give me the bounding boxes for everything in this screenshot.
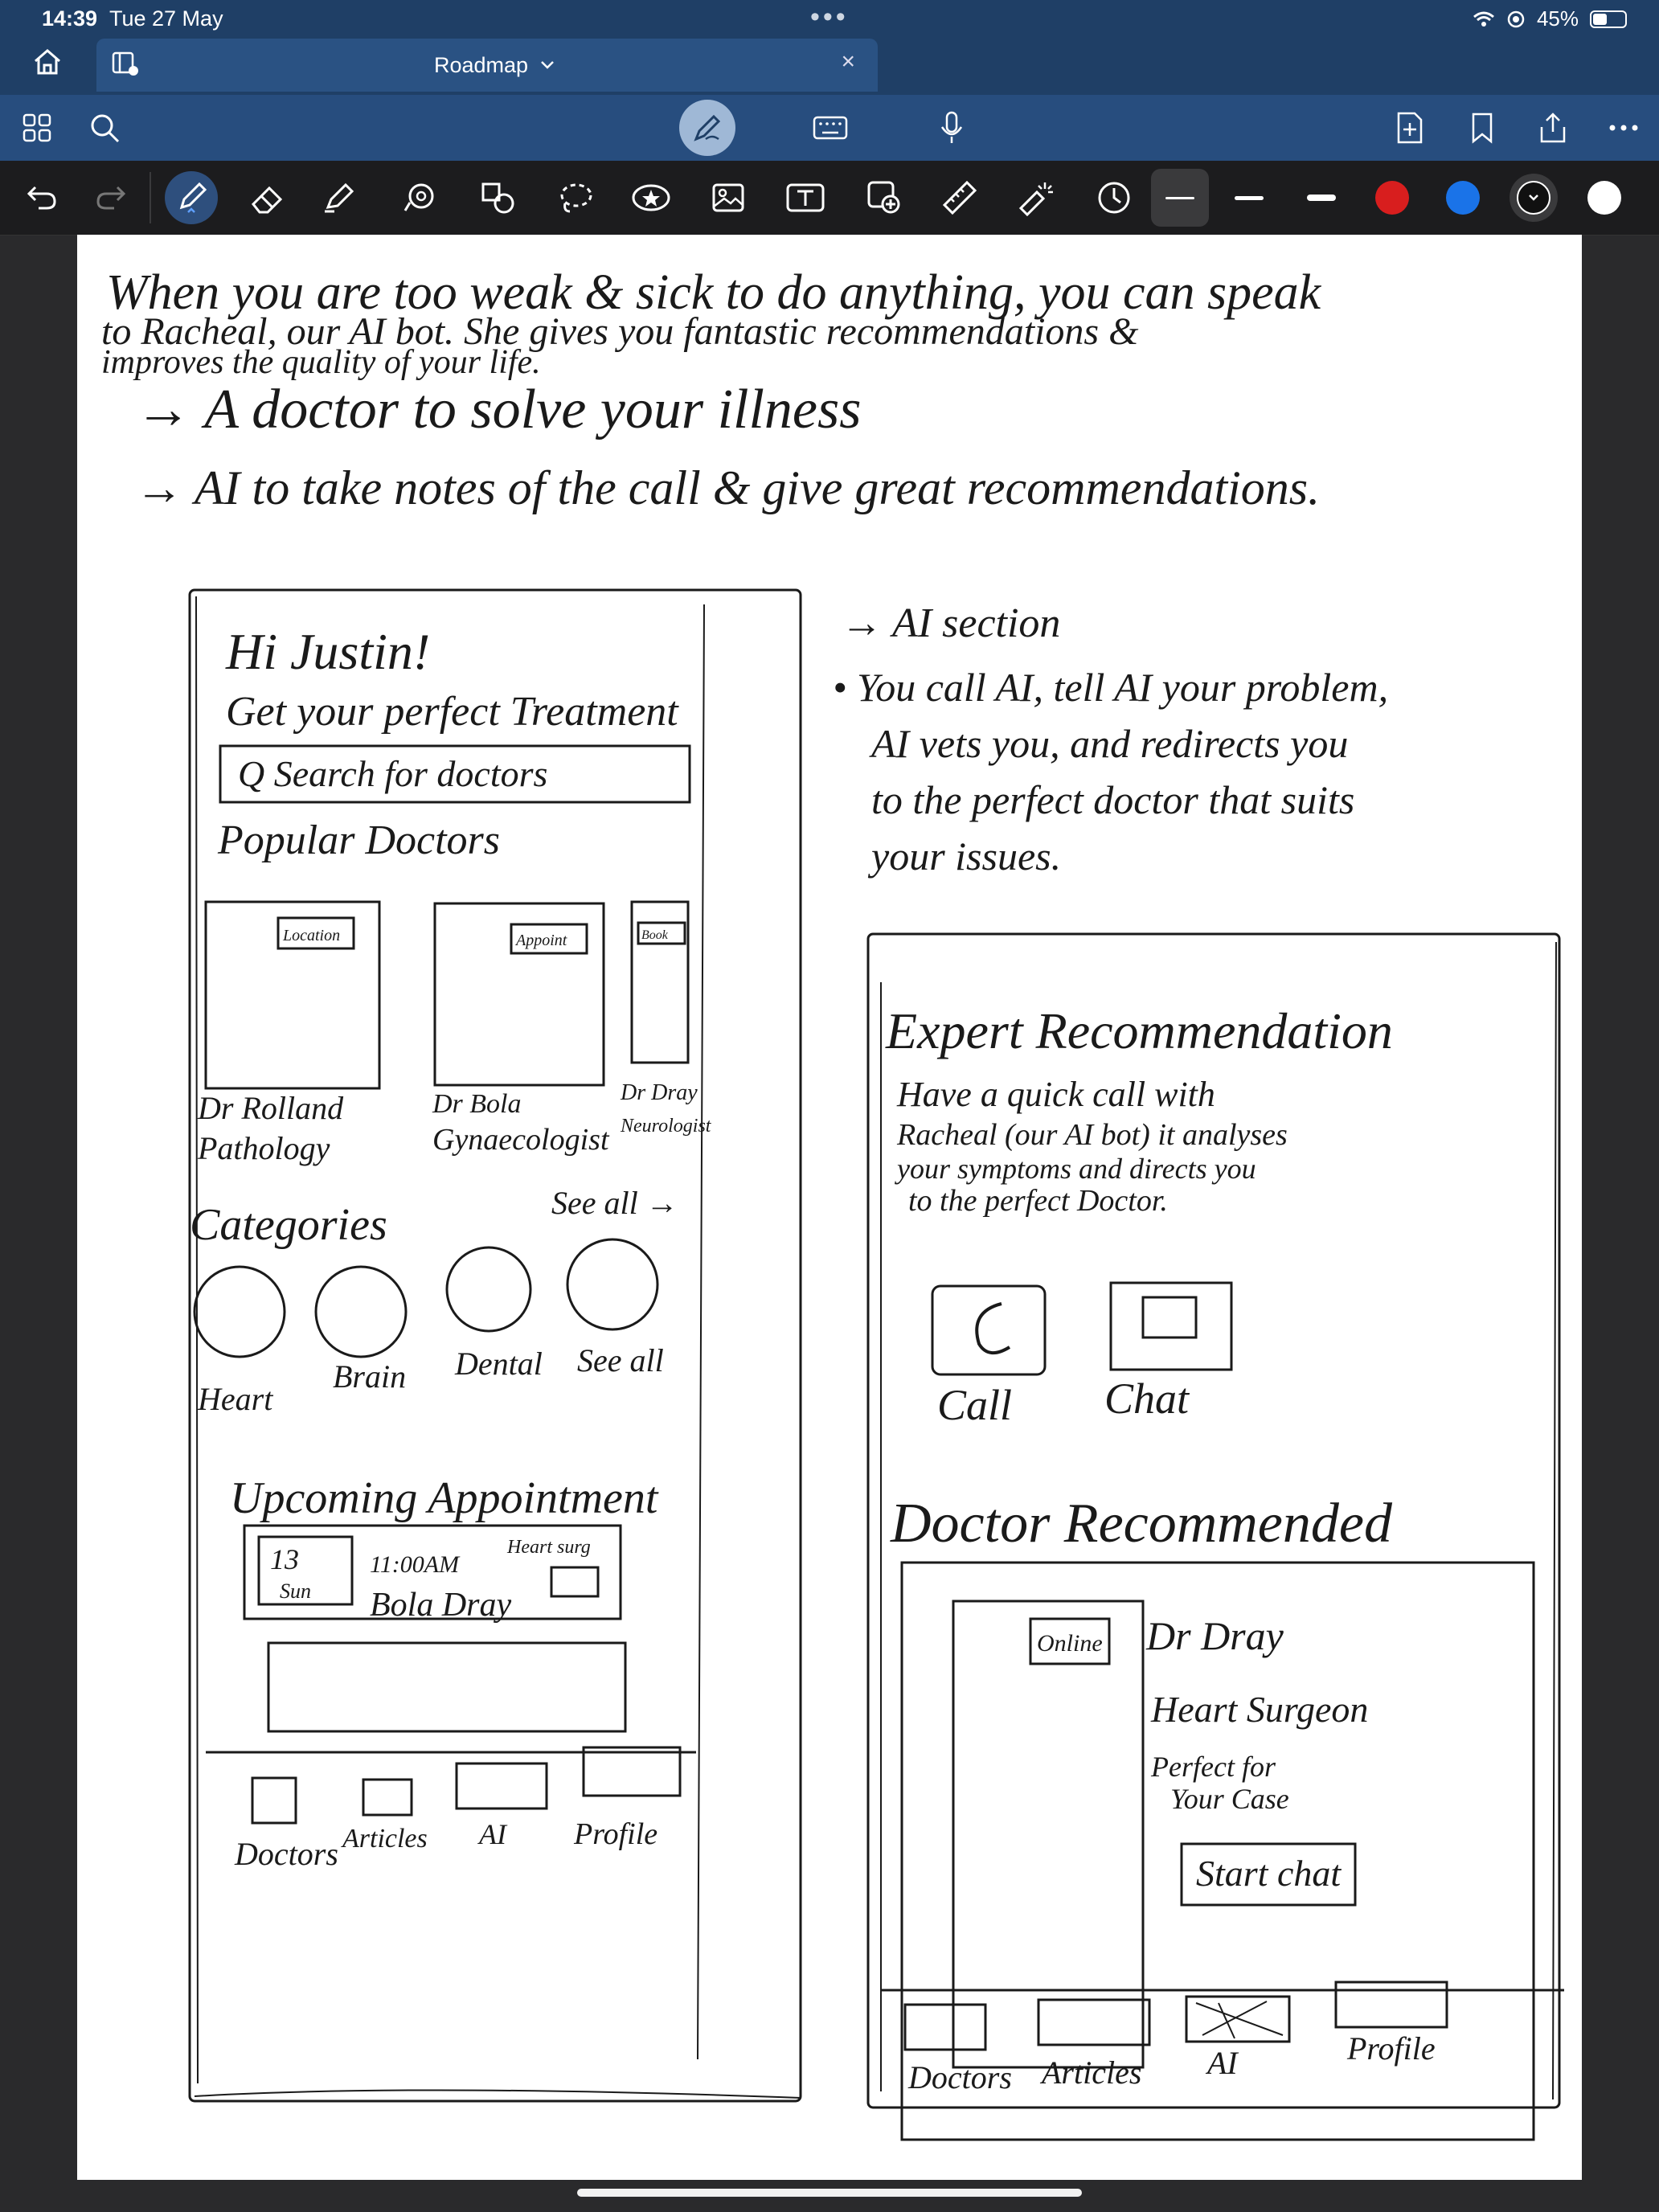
app-toolbar — [0, 95, 1659, 161]
pen-mode-icon[interactable] — [679, 95, 735, 161]
nav2-profile-icon — [1336, 1982, 1447, 2027]
highlighter-icon[interactable] — [310, 169, 368, 227]
share-icon[interactable] — [1535, 95, 1571, 161]
nav2-doctors-icon — [905, 2005, 985, 2050]
category-dental-label: Dental — [455, 1346, 543, 1382]
chevron-down-icon[interactable] — [540, 59, 555, 71]
category-brain-circle — [316, 1267, 406, 1357]
home-icon[interactable] — [32, 48, 63, 76]
nav2-articles-icon — [1038, 2000, 1149, 2045]
category-see-all-label: See all — [577, 1342, 664, 1378]
chevron-down-icon — [1528, 194, 1539, 202]
color-blue-swatch[interactable] — [1434, 169, 1492, 227]
ruler-icon[interactable] — [931, 169, 989, 227]
color-white-swatch[interactable] — [1575, 169, 1633, 227]
home-indicator[interactable] — [577, 2189, 1082, 2197]
ai-section-line-4: your issues. — [871, 834, 1062, 879]
status-indicators — [1473, 6, 1627, 31]
focus-icon — [1506, 10, 1526, 29]
close-tab-icon[interactable]: × — [841, 48, 855, 75]
nav-profile-label: Profile — [574, 1817, 658, 1851]
battery-level — [1593, 14, 1607, 25]
color-red-swatch[interactable] — [1363, 169, 1421, 227]
recommended-doctor-specialty: Heart Surgeon — [1151, 1689, 1369, 1730]
note-canvas[interactable] — [77, 235, 1582, 2180]
drawing-toolbar — [0, 161, 1659, 236]
call-button-sketch — [932, 1286, 1045, 1374]
doctor-recommended-title: Doctor Recommended — [891, 1493, 1392, 1555]
expert-desc-4: to the perfect Doctor. — [908, 1184, 1168, 1218]
sidebar-icon[interactable] — [111, 50, 140, 77]
nav2-doctors-label: Doctors — [908, 2059, 1012, 2095]
appointment-time: 11:00AM — [370, 1551, 460, 1578]
home-greeting: Hi Justin! — [226, 623, 431, 680]
nav-doctors-label: Doctors — [235, 1836, 338, 1872]
recommended-doctor-photo — [953, 1601, 1143, 2067]
wifi-icon — [1473, 10, 1495, 28]
intro-line-3: improves the quality of your life. — [101, 344, 541, 381]
tab-roadmap[interactable] — [96, 39, 878, 92]
undo-icon[interactable] — [13, 169, 71, 227]
category-see-all-circle — [567, 1239, 657, 1329]
tab-title: Roadmap — [434, 53, 529, 77]
nav2-articles-label: Articles — [1042, 2054, 1142, 2091]
multitasking-dots-icon[interactable]: ••• — [810, 2, 849, 32]
ai-bottom-nav — [881, 1982, 1564, 2050]
doctor-specialty-3: Neurologist — [621, 1116, 711, 1137]
nav-ai-icon — [457, 1763, 547, 1809]
pen-icon[interactable] — [162, 169, 220, 227]
expert-recommendation-title: Expert Recommendation — [886, 1002, 1393, 1059]
recommended-note-1: Perfect for — [1151, 1751, 1276, 1783]
category-heart-circle — [195, 1267, 285, 1357]
appointment-date-num: 13 — [270, 1543, 299, 1575]
laser-pointer-icon[interactable] — [1006, 169, 1064, 227]
doctor-name-3: Dr Dray — [621, 1080, 698, 1105]
nav2-profile-label: Profile — [1347, 2030, 1436, 2067]
intro-line-1: When you are too weak & sick to do anything, you can speak — [106, 265, 1321, 320]
eraser-icon[interactable] — [238, 169, 296, 227]
doctor-cards — [206, 902, 688, 1088]
doctor-specialty-1: Pathology — [198, 1130, 330, 1166]
scan-icon[interactable] — [855, 169, 913, 227]
stickers-icon[interactable] — [622, 169, 680, 227]
upcoming-appointment-title: Upcoming Appointment — [230, 1473, 658, 1523]
nav-articles-icon — [363, 1780, 412, 1815]
appointment-doctor: Bola Dray — [370, 1587, 512, 1624]
expert-desc-2: Racheal (our AI bot) it analyses — [897, 1118, 1288, 1152]
doctor-name-2: Dr Bola — [432, 1089, 522, 1119]
nav2-ai-label: AI — [1207, 2045, 1238, 2081]
category-dental-circle — [447, 1247, 530, 1331]
doctor-badge-2: Appoint — [516, 932, 567, 949]
shapes-icon[interactable] — [469, 169, 527, 227]
bullet-doctor: → A doctor to solve your illness — [135, 379, 862, 440]
start-chat-label: Start chat — [1196, 1853, 1342, 1894]
bullet-ai: → AI to take notes of the call & give great recommendations. — [135, 461, 1321, 514]
nav-profile-icon — [584, 1747, 680, 1796]
popular-doctors-title: Popular Doctors — [218, 817, 500, 863]
appointment-date-day: Sun — [280, 1579, 311, 1603]
bookmark-icon[interactable] — [1468, 95, 1497, 161]
ai-section-line-3: to the perfect doctor that suits — [871, 777, 1355, 822]
lasso-pen-icon[interactable] — [392, 169, 450, 227]
stroke-medium-option[interactable] — [1220, 169, 1278, 227]
color-black-swatch[interactable] — [1505, 169, 1563, 227]
lasso-icon[interactable] — [547, 169, 604, 227]
expert-desc-3: your symptoms and directs you — [897, 1153, 1256, 1185]
intro-line-2: to Racheal, our AI bot. She gives you fantastic recommendations & — [101, 310, 1139, 353]
status-bar — [0, 0, 1659, 39]
tab-bar — [0, 39, 1659, 95]
stroke-thin-option[interactable] — [1151, 169, 1209, 227]
nav-doctors-icon — [252, 1778, 296, 1823]
appointment-type: Heart surg — [507, 1537, 591, 1558]
battery-icon — [1590, 10, 1627, 28]
text-box-icon[interactable] — [776, 169, 834, 227]
call-label: Call — [937, 1381, 1013, 1429]
see-all-link: See all → — [551, 1185, 678, 1221]
recommended-note-2: Your Case — [1170, 1783, 1289, 1815]
stroke-thick-option[interactable] — [1292, 169, 1350, 227]
doctor-name-1: Dr Rolland — [198, 1090, 344, 1126]
ai-section-line-1: • You call AI, tell AI your problem, — [833, 665, 1389, 710]
microphone-icon[interactable] — [937, 95, 966, 161]
image-icon[interactable] — [699, 169, 757, 227]
ai-section-heading: → AI section — [841, 600, 1061, 646]
nav-ai-label: AI — [479, 1818, 506, 1850]
doctor-card-2 — [435, 903, 604, 1085]
handwritten-notes — [77, 235, 1582, 2180]
ai-section-line-2: AI vets you, and redirects you — [871, 721, 1349, 766]
chat-label: Chat — [1104, 1374, 1190, 1423]
category-circles — [195, 1239, 657, 1357]
doctor-badge-1: Location — [283, 927, 341, 944]
home-bottom-nav — [206, 1747, 696, 1823]
status-time: 14:39 — [42, 6, 98, 31]
new-page-icon[interactable] — [1394, 95, 1426, 161]
expert-desc-1: Have a quick call with — [897, 1075, 1215, 1114]
categories-title: Categories — [190, 1200, 387, 1250]
search-icon[interactable] — [87, 95, 122, 161]
expert-actions — [932, 1283, 1231, 1374]
home-search-placeholder: Q Search for doctors — [238, 753, 548, 794]
redo-icon[interactable] — [82, 169, 140, 227]
doctor-specialty-2: Gynaecologist — [432, 1123, 609, 1157]
online-badge-label: Online — [1037, 1630, 1103, 1657]
category-brain-label: Brain — [333, 1358, 407, 1395]
grid-icon[interactable] — [19, 95, 55, 161]
recommended-doctor-name: Dr Dray — [1146, 1613, 1284, 1658]
recent-icon[interactable] — [1085, 169, 1143, 227]
toolbar-divider — [150, 172, 151, 223]
nav-articles-label: Articles — [342, 1824, 428, 1854]
status-date: Tue 27 May — [109, 6, 223, 31]
doctor-badge-3: Book — [641, 928, 668, 942]
more-icon[interactable] — [1606, 95, 1641, 161]
home-subtitle: Get your perfect Treatment — [226, 689, 678, 735]
appointment-card-2 — [268, 1643, 625, 1731]
battery-percent: 45% — [1536, 6, 1579, 31]
category-heart-label: Heart — [198, 1381, 273, 1417]
chat-button-sketch — [1111, 1283, 1231, 1370]
doctor-card-3 — [632, 902, 688, 1063]
keyboard-icon[interactable] — [812, 95, 849, 161]
